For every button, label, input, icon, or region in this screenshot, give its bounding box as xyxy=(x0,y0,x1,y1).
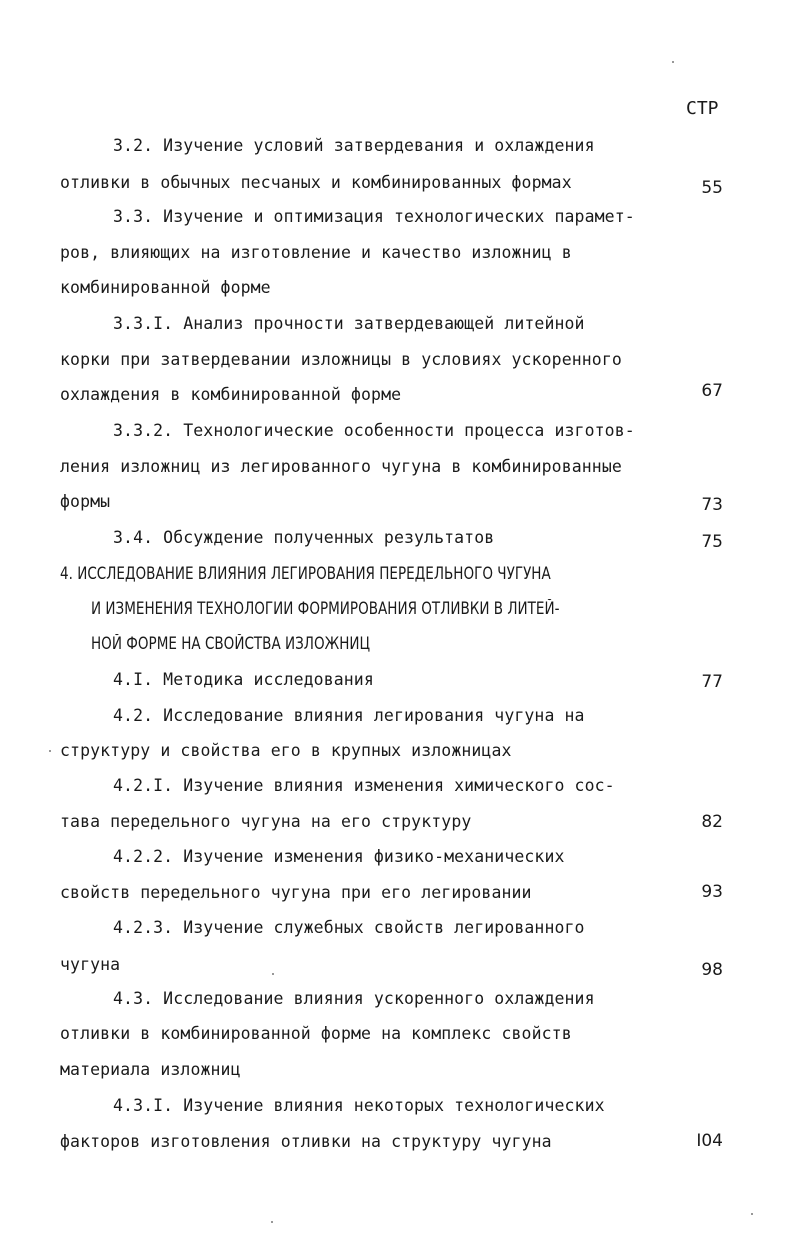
toc-entry-line: чугуна xyxy=(60,955,121,974)
toc-entry-line: ления изложниц из легированного чугуна в комбинированные xyxy=(60,457,622,476)
toc-entry-line: отливки в комбинированной форме на комплекс свойств xyxy=(60,1024,572,1043)
page-column-header: СТР xyxy=(686,98,719,119)
toc-entry-line: 4.3.I. Изучение влияния некоторых технологических xyxy=(113,1096,605,1115)
scan-speck xyxy=(272,973,274,975)
toc-entry-line: 4.2.3. Изучение служебных свойств легированного xyxy=(113,918,585,937)
chapter-heading-line: И ИЗМЕНЕНИЯ ТЕХНОЛОГИИ ФОРМИРОВАНИЯ ОТЛИВКИ В ЛИТЕЙ- xyxy=(91,599,560,618)
toc-entry-line: факторов изготовления отливки на структуру чугуна xyxy=(60,1132,552,1151)
toc-entry-line: 3.3.I. Анализ прочности затвердевающей литейной xyxy=(113,314,585,333)
toc-entry-line: 3.2. Изучение условий затвердевания и охлаждения xyxy=(113,136,595,155)
toc-entry-line: структуру и свойства его в крупных изложницах xyxy=(60,741,512,760)
chapter-heading-line: НОЙ ФОРМЕ НА СВОЙСТВА ИЗЛОЖНИЦ xyxy=(91,634,371,653)
toc-entry-line: свойств передельного чугуна при его легировании xyxy=(60,883,532,902)
toc-page-number: 98 xyxy=(701,960,723,980)
scan-speck xyxy=(672,61,674,63)
toc-entry-line: формы xyxy=(60,492,111,511)
scan-speck xyxy=(49,750,51,752)
toc-entry-line: 4.2.2. Изучение изменения физико-механических xyxy=(113,847,565,866)
toc-entry-line: 4.2.I. Изучение влияния изменения химического сос- xyxy=(113,776,615,795)
chapter-heading-line: 4. ИССЛЕДОВАНИЕ ВЛИЯНИЯ ЛЕГИРОВАНИЯ ПЕРЕДЕЛЬНОГО ЧУГУНА xyxy=(60,564,551,583)
toc-entry-line: ров, влияющих на изготовление и качество изложниц в xyxy=(60,243,572,262)
toc-page-number: 73 xyxy=(701,495,723,515)
toc-entry-line: отливки в обычных песчаных и комбинированных формах xyxy=(60,173,572,192)
toc-entry-line: 3.4. Обсуждение полученных результатов xyxy=(113,528,495,547)
toc-page-number: 55 xyxy=(701,178,723,198)
toc-page-number: 77 xyxy=(701,672,723,692)
scan-speck xyxy=(751,1213,753,1215)
toc-entry-line: охлаждения в комбинированной форме xyxy=(60,385,402,404)
toc-entry-line: 3.3. Изучение и оптимизация технологических парамет- xyxy=(113,207,635,226)
toc-entry-line: 4.3. Исследование влияния ускоренного охлаждения xyxy=(113,989,595,1008)
toc-page-number: I04 xyxy=(696,1131,723,1151)
toc-page-number: 67 xyxy=(701,381,723,401)
toc-page-number: 93 xyxy=(701,882,723,902)
toc-page-number: 75 xyxy=(701,532,723,552)
toc-entry-line: материала изложниц xyxy=(60,1060,241,1079)
toc-entry-line: корки при затвердевании изложницы в условиях ускоренного xyxy=(60,350,622,369)
toc-page-number: 82 xyxy=(701,812,723,832)
toc-entry-line: 4.2. Исследование влияния легирования чугуна на xyxy=(113,706,585,725)
toc-entry-line: 3.3.2. Технологические особенности процесса изготов- xyxy=(113,421,635,440)
toc-entry-line: 4.I. Методика исследования xyxy=(113,670,374,689)
toc-entry-line: тава передельного чугуна на его структуру xyxy=(60,812,472,831)
toc-entry-line: комбинированной форме xyxy=(60,278,271,297)
scan-speck xyxy=(271,1221,273,1223)
